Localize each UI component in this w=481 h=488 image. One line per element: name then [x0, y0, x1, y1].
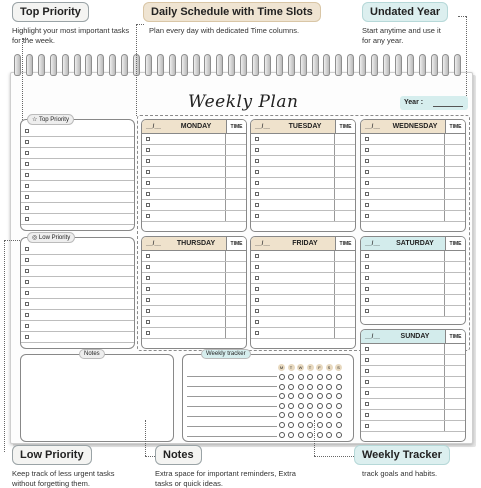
checkbox-row[interactable]: [21, 288, 134, 299]
checkbox[interactable]: [25, 184, 29, 188]
checkbox-row[interactable]: [142, 167, 246, 178]
checkbox[interactable]: [365, 192, 369, 196]
spiral-ring: [216, 54, 223, 76]
checkbox[interactable]: [146, 214, 150, 218]
checkbox-row[interactable]: [361, 306, 465, 317]
spiral-ring: [431, 54, 438, 76]
tracker-dot[interactable]: [298, 393, 304, 399]
tracker-dot[interactable]: [307, 403, 313, 409]
checkbox[interactable]: [25, 302, 29, 306]
tracker-dot[interactable]: [288, 384, 294, 390]
spiral-ring: [323, 54, 330, 76]
day-tuesday: __/__ TUESDAY TIME: [250, 119, 356, 232]
checkbox[interactable]: [365, 148, 369, 152]
tracker-dot[interactable]: [298, 384, 304, 390]
spiral-ring: [169, 54, 176, 76]
connector-top-priority: [22, 38, 23, 120]
checkbox[interactable]: [365, 254, 369, 258]
checkbox[interactable]: [146, 203, 150, 207]
checkbox-row[interactable]: [142, 156, 246, 167]
callout-top-priority: [12, 2, 132, 46]
checkbox[interactable]: [255, 159, 259, 163]
checkbox[interactable]: [365, 402, 369, 406]
checkbox[interactable]: [365, 391, 369, 395]
day-saturday-name: SATURDAY: [396, 240, 434, 247]
checkbox-row[interactable]: [251, 211, 355, 222]
connector-low-priority: [4, 240, 5, 452]
checkbox[interactable]: [255, 287, 259, 291]
tracker-dot[interactable]: [279, 393, 285, 399]
checkbox-row[interactable]: [251, 251, 355, 262]
checkbox[interactable]: [365, 380, 369, 384]
tracker-dot[interactable]: [336, 384, 342, 390]
day-tuesday-name: TUESDAY: [288, 123, 322, 130]
checkbox-row[interactable]: [251, 328, 355, 339]
checkbox[interactable]: [255, 265, 259, 269]
tracker-dot[interactable]: [317, 412, 323, 418]
tracker-dot[interactable]: [307, 432, 313, 438]
callout-low-priority-title: Low Priority: [12, 445, 92, 465]
tracker-dot[interactable]: [317, 422, 323, 428]
tracker-line[interactable]: [187, 427, 277, 437]
day-sunday-name: SUNDAY: [400, 333, 430, 340]
tracker-dot[interactable]: [279, 374, 285, 380]
spiral-ring: [371, 54, 378, 76]
checkbox[interactable]: [255, 320, 259, 324]
spiral-ring: [288, 54, 295, 76]
day-sunday: __/__ SUNDAY TIME: [360, 329, 466, 442]
checkbox[interactable]: [25, 173, 29, 177]
tracker-line[interactable]: [187, 367, 277, 377]
connector-daily-schedule: [136, 24, 137, 116]
checkbox-row[interactable]: [21, 192, 134, 203]
checkbox-row[interactable]: [361, 156, 465, 167]
checkbox-row[interactable]: [361, 145, 465, 156]
day-monday: __/__ MONDAY TIME: [141, 119, 247, 232]
spiral-ring: [228, 54, 235, 76]
spiral-ring: [109, 54, 116, 76]
checkbox-row[interactable]: [142, 211, 246, 222]
checkbox[interactable]: [146, 148, 150, 152]
checkbox[interactable]: [255, 192, 259, 196]
checkbox-row[interactable]: [21, 310, 134, 321]
callout-notes: [155, 445, 305, 488]
checkbox[interactable]: [25, 217, 29, 221]
checkbox-row[interactable]: [142, 145, 246, 156]
tracker-dot[interactable]: [336, 374, 342, 380]
spiral-ring: [85, 54, 92, 76]
day-thursday-name: THURSDAY: [176, 240, 216, 247]
day-saturday: __/__ SATURDAY TIME: [360, 236, 466, 325]
checkbox[interactable]: [25, 291, 29, 295]
tracker-day-letter: M: [279, 365, 284, 370]
notes-label: Notes: [79, 349, 105, 359]
checkbox-row[interactable]: [142, 262, 246, 273]
checkbox-row[interactable]: [21, 181, 134, 192]
checkbox-row[interactable]: [361, 200, 465, 211]
checkbox-row[interactable]: [21, 299, 134, 310]
callout-low-priority: [12, 445, 137, 488]
checkbox-row[interactable]: [361, 273, 465, 284]
checkbox[interactable]: [25, 195, 29, 199]
tracker-dot[interactable]: [336, 422, 342, 428]
checkbox-row[interactable]: [251, 178, 355, 189]
tracker-dot[interactable]: [279, 432, 285, 438]
checkbox-row[interactable]: [251, 156, 355, 167]
checkbox[interactable]: [146, 159, 150, 163]
spiral-ring: [252, 54, 259, 76]
spiral-ring: [240, 54, 247, 76]
checkbox[interactable]: [365, 265, 369, 269]
checkbox[interactable]: [365, 347, 369, 351]
checkbox[interactable]: [255, 214, 259, 218]
checkbox-row[interactable]: [251, 262, 355, 273]
spiral-ring: [419, 54, 426, 76]
checkbox-row[interactable]: [361, 388, 465, 399]
tracker-day-letter: F: [316, 364, 323, 371]
checkbox[interactable]: [25, 247, 29, 251]
checkbox-row[interactable]: [21, 277, 134, 288]
checkbox-row[interactable]: [251, 273, 355, 284]
checkbox[interactable]: [365, 159, 369, 163]
spiral-ring: [14, 54, 21, 76]
checkbox[interactable]: [25, 324, 29, 328]
checkbox-row[interactable]: [142, 295, 246, 306]
checkbox[interactable]: [146, 309, 150, 313]
tracker-dot[interactable]: [298, 432, 304, 438]
tracker-dot[interactable]: [336, 403, 342, 409]
spiral-ring: [335, 54, 342, 76]
spiral-ring: [359, 54, 366, 76]
checkbox-row[interactable]: [361, 355, 465, 366]
day-wednesday: __/__ WEDNESDAY TIME: [360, 119, 466, 232]
callout-daily-schedule-title: Daily Schedule with Time Slots: [143, 2, 321, 22]
checkbox[interactable]: [255, 170, 259, 174]
spiral-ring: [395, 54, 402, 76]
tracker-dot[interactable]: [336, 412, 342, 418]
tracker-dot[interactable]: [326, 384, 332, 390]
tracker-line[interactable]: [187, 387, 277, 397]
tracker-dot[interactable]: [326, 432, 332, 438]
checkbox-row[interactable]: [21, 321, 134, 332]
callout-undated-year-title: Undated Year: [362, 2, 448, 22]
spiral-ring: [442, 54, 449, 76]
checkbox-row[interactable]: [142, 251, 246, 262]
checkbox[interactable]: [365, 413, 369, 417]
checkbox-row[interactable]: [21, 266, 134, 277]
checkbox-row[interactable]: [142, 317, 246, 328]
checkbox[interactable]: [25, 140, 29, 144]
checkbox[interactable]: [365, 298, 369, 302]
tracker-dot[interactable]: [307, 384, 313, 390]
checkbox-row[interactable]: [21, 159, 134, 170]
callout-weekly-tracker: [354, 445, 469, 479]
checkbox-row[interactable]: [361, 167, 465, 178]
tracker-dot[interactable]: [298, 412, 304, 418]
checkbox-row[interactable]: [21, 214, 134, 225]
tracker-dot[interactable]: [307, 374, 313, 380]
spiral-ring: [50, 54, 57, 76]
year-label: Year :: [404, 99, 424, 106]
checkbox-row[interactable]: [21, 126, 134, 137]
connector-undated-year: [466, 16, 467, 96]
tracker-dot[interactable]: [279, 412, 285, 418]
spiral-ring: [62, 54, 69, 76]
tracker-line[interactable]: [187, 397, 277, 407]
spiral-ring: [181, 54, 188, 76]
checkbox-row[interactable]: [361, 134, 465, 145]
tracker-dot[interactable]: [317, 384, 323, 390]
checkbox-row[interactable]: [361, 377, 465, 388]
low-priority-panel: [20, 237, 135, 349]
checkbox[interactable]: [365, 203, 369, 207]
checkbox-row[interactable]: [142, 273, 246, 284]
checkbox-row[interactable]: [21, 170, 134, 181]
checkbox-row[interactable]: [251, 200, 355, 211]
checkbox-row[interactable]: [142, 134, 246, 145]
callout-top-priority-title: Top Priority: [12, 2, 89, 22]
checkbox[interactable]: [255, 181, 259, 185]
planner-title: Weekly Plan: [188, 92, 299, 112]
checkbox-row[interactable]: [361, 284, 465, 295]
checkbox[interactable]: [146, 276, 150, 280]
checkbox-row[interactable]: [361, 262, 465, 273]
tracker-dot[interactable]: [317, 374, 323, 380]
checkbox[interactable]: [255, 137, 259, 141]
checkbox-row[interactable]: [142, 284, 246, 295]
day-thursday: __/__ THURSDAY TIME: [141, 236, 247, 349]
checkbox-row[interactable]: [361, 366, 465, 377]
tracker-day-letter: T: [307, 364, 314, 371]
tracker-dot[interactable]: [317, 393, 323, 399]
tracker-dot[interactable]: [279, 422, 285, 428]
checkbox[interactable]: [25, 162, 29, 166]
callout-undated-year: [362, 2, 462, 46]
checkbox[interactable]: [365, 358, 369, 362]
checkbox[interactable]: [255, 276, 259, 280]
checkbox[interactable]: [146, 320, 150, 324]
checkbox[interactable]: [25, 313, 29, 317]
checkbox-row[interactable]: [361, 344, 465, 355]
checkbox-row[interactable]: [251, 306, 355, 317]
tracker-dot[interactable]: [288, 403, 294, 409]
checkbox[interactable]: [146, 298, 150, 302]
callout-weekly-tracker-title: Weekly Tracker: [354, 445, 450, 465]
spiral-ring: [204, 54, 211, 76]
spiral-ring: [264, 54, 271, 76]
checkbox-row[interactable]: [251, 167, 355, 178]
checkbox-row[interactable]: [21, 332, 134, 343]
checkbox[interactable]: [146, 331, 150, 335]
spiral-ring: [454, 54, 461, 76]
callout-daily-schedule: [143, 2, 333, 36]
checkbox[interactable]: [25, 129, 29, 133]
tracker-dot[interactable]: [298, 374, 304, 380]
day-friday: __/__ FRIDAY TIME: [250, 236, 356, 349]
checkbox-row[interactable]: [251, 317, 355, 328]
checkbox-row[interactable]: [361, 189, 465, 200]
tracker-dot[interactable]: [317, 403, 323, 409]
year-field[interactable]: [400, 96, 468, 110]
spiral-ring: [407, 54, 414, 76]
tracker-line[interactable]: [187, 377, 277, 387]
checkbox-row[interactable]: [361, 295, 465, 306]
checkbox-row[interactable]: [251, 134, 355, 145]
checkbox-row[interactable]: [21, 203, 134, 214]
checkbox-row[interactable]: [251, 295, 355, 306]
callout-top-priority-desc: Highlight your most important tasks for the week.: [12, 26, 130, 45]
tracker-dot[interactable]: [298, 403, 304, 409]
spiral-ring: [276, 54, 283, 76]
tracker-dot[interactable]: [326, 403, 332, 409]
checkbox-row[interactable]: [361, 399, 465, 410]
low-priority-label: ◎ Low Priority: [27, 232, 75, 243]
checkbox-row[interactable]: [142, 189, 246, 200]
tracker-dot[interactable]: [288, 432, 294, 438]
tracker-day-letter: S: [326, 364, 333, 371]
checkbox[interactable]: [255, 148, 259, 152]
checkbox[interactable]: [146, 181, 150, 185]
spiral-ring: [74, 54, 81, 76]
checkbox[interactable]: [25, 206, 29, 210]
tracker-dot[interactable]: [326, 422, 332, 428]
spiral-ring: [193, 54, 200, 76]
spiral-ring: [383, 54, 390, 76]
tracker-label: Weekly tracker: [201, 349, 251, 359]
spiral-ring: [26, 54, 33, 76]
notes-panel: [20, 351, 174, 442]
tracker-day-letter: W: [298, 365, 303, 370]
checkbox[interactable]: [365, 424, 369, 428]
checkbox[interactable]: [365, 214, 369, 218]
checkbox[interactable]: [255, 254, 259, 258]
checkbox[interactable]: [365, 276, 369, 280]
spiral-ring: [347, 54, 354, 76]
checkbox-row[interactable]: [21, 244, 134, 255]
tracker-day-letter: T: [288, 364, 295, 371]
tracker-dot[interactable]: [326, 374, 332, 380]
checkbox-row[interactable]: [21, 148, 134, 159]
checkbox[interactable]: [25, 269, 29, 273]
checkbox-row[interactable]: [361, 211, 465, 222]
checkbox-row[interactable]: [361, 251, 465, 262]
day-friday-name: FRIDAY: [292, 240, 318, 247]
spiral-ring: [312, 54, 319, 76]
checkbox[interactable]: [255, 298, 259, 302]
day-monday-name: MONDAY: [180, 123, 212, 130]
checkbox-row[interactable]: [142, 200, 246, 211]
checkbox-row[interactable]: [142, 306, 246, 317]
checkbox-row[interactable]: [142, 178, 246, 189]
checkbox[interactable]: [146, 192, 150, 196]
spiral-ring: [121, 54, 128, 76]
spiral-binding: [14, 54, 470, 80]
tracker-dot[interactable]: [279, 403, 285, 409]
day-wednesday-name: WEDNESDAY: [392, 123, 438, 130]
spiral-ring: [97, 54, 104, 76]
tracker-line[interactable]: [187, 417, 277, 427]
checkbox-row[interactable]: [251, 145, 355, 156]
tracker-dot[interactable]: [298, 422, 304, 428]
spiral-ring: [157, 54, 164, 76]
checkbox[interactable]: [146, 287, 150, 291]
connector-weekly-tracker: [314, 420, 315, 456]
checkbox[interactable]: [255, 309, 259, 313]
checkbox[interactable]: [146, 254, 150, 258]
tracker-dot[interactable]: [288, 422, 294, 428]
checkbox[interactable]: [365, 137, 369, 141]
spiral-ring: [300, 54, 307, 76]
spiral-ring: [38, 54, 45, 76]
checkbox[interactable]: [25, 335, 29, 339]
checkbox[interactable]: [365, 170, 369, 174]
callout-notes-desc: Extra space for important reminders, Extra tasks or quick ideas.: [155, 469, 296, 488]
checkbox-row[interactable]: [142, 328, 246, 339]
callout-daily-schedule-desc: Plan every day with dedicated Time columns.: [149, 26, 300, 35]
checkbox[interactable]: [25, 151, 29, 155]
checkbox[interactable]: [365, 369, 369, 373]
tracker-dot[interactable]: [288, 374, 294, 380]
checkbox-row[interactable]: [361, 178, 465, 189]
tracker-dot[interactable]: [336, 393, 342, 399]
top-priority-label: ☆ Top Priority: [27, 114, 74, 125]
checkbox-row[interactable]: [21, 137, 134, 148]
checkbox[interactable]: [25, 280, 29, 284]
connector-notes: [145, 420, 146, 456]
checkbox-row[interactable]: [251, 189, 355, 200]
checkbox[interactable]: [255, 203, 259, 207]
checkbox[interactable]: [146, 170, 150, 174]
checkbox-row[interactable]: [21, 255, 134, 266]
checkbox[interactable]: [146, 265, 150, 269]
checkbox-row[interactable]: [361, 421, 465, 432]
tracker-day-letter: S: [335, 364, 342, 371]
checkbox[interactable]: [365, 287, 369, 291]
checkbox[interactable]: [365, 181, 369, 185]
top-priority-panel: [20, 119, 135, 231]
checkbox[interactable]: [365, 309, 369, 313]
callout-notes-title: Notes: [155, 445, 202, 465]
spiral-ring: [145, 54, 152, 76]
callout-undated-year-desc: Start anytime and use it for any year.: [362, 26, 441, 45]
checkbox[interactable]: [255, 331, 259, 335]
tracker-dot[interactable]: [307, 422, 313, 428]
checkbox-row[interactable]: [251, 284, 355, 295]
callout-weekly-tracker-desc: track goals and habits.: [362, 469, 438, 478]
callout-low-priority-desc: Keep track of less urgent tasks without forgetting them.: [12, 469, 115, 488]
checkbox[interactable]: [146, 137, 150, 141]
checkbox-row[interactable]: [361, 410, 465, 421]
tracker-dot[interactable]: [336, 432, 342, 438]
tracker-dot[interactable]: [279, 384, 285, 390]
checkbox[interactable]: [25, 258, 29, 262]
tracker-line[interactable]: [187, 407, 277, 417]
tracker-dot[interactable]: [317, 432, 323, 438]
